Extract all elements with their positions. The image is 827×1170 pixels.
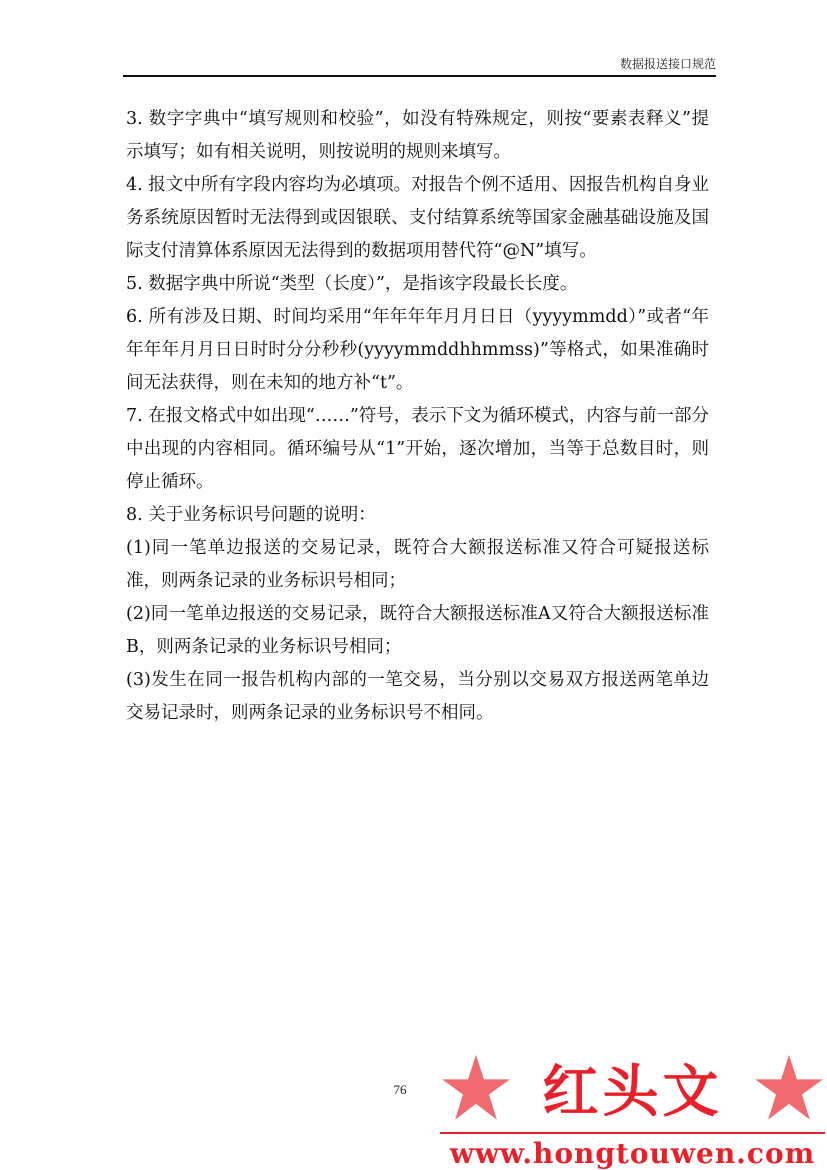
paragraph-8-item-1: (1)同一笔单边报送的交易记录，既符合大额报送标准又符合可疑报送标准，则两条记录的业务标识号相同； [126,538,709,591]
paragraph-6: 6. 所有涉及日期、时间均采用“年年年年月月日日（yyyymmdd）”或者“年年年年月月日日时时分分秒秒(yyyymmddhhmmss)”等格式，如果准确时间无法获得，则在未知的地方补“t”。 [126,307,709,393]
watermark-logo [440,1045,825,1170]
paragraph-8-item-2: (2)同一笔单边报送的交易记录，既符合大额报送标准A又符合大额报送标准B，则两条记录的业务标识号相同； [126,604,709,657]
paragraph-4: 4. 报文中所有字段内容均为必填项。对报告个例不适用、因报告机构自身业务系统原因暂时无法得到或因银联、支付结算系统等国家金融基础设施及国际支付清算体系原因无法得到的数据项用替代符“@N”填写。 [126,175,709,261]
star-icon [753,1052,825,1124]
paragraph-7: 7. 在报文格式中如出现“……”符号，表示下文为循环模式，内容与前一部分中出现的内容相同。循环编号从“1”开始，逐次增加，当等于总数目时，则停止循环。 [126,406,709,492]
header-divider [123,75,716,77]
watermark-url: www.hongtouwen.com [449,1137,816,1170]
paragraph-5: 5. 数据字典中所说“类型（长度）”，是指该字段最长长度。 [126,274,578,294]
paragraph-8-item-3: (3)发生在同一报告机构内部的一笔交易，当分别以交易双方报送两笔单边交易记录时，则两条记录的业务标识号不相同。 [126,670,709,723]
watermark-divider [440,1132,825,1134]
paragraph-3: 3. 数字字典中“填写规则和校验”，如没有特殊规定，则按“要素表释义”提示填写；如有相关说明，则按说明的规则来填写。 [126,109,709,162]
page-number: 76 [393,1082,407,1097]
document-body [126,103,709,730]
paragraph-8: 8. 关于业务标识号问题的说明： [126,505,376,525]
star-icon [440,1052,512,1124]
watermark-text: 红头文 [542,1059,723,1125]
page-header-title: 数据报送接口规范 [619,57,716,71]
